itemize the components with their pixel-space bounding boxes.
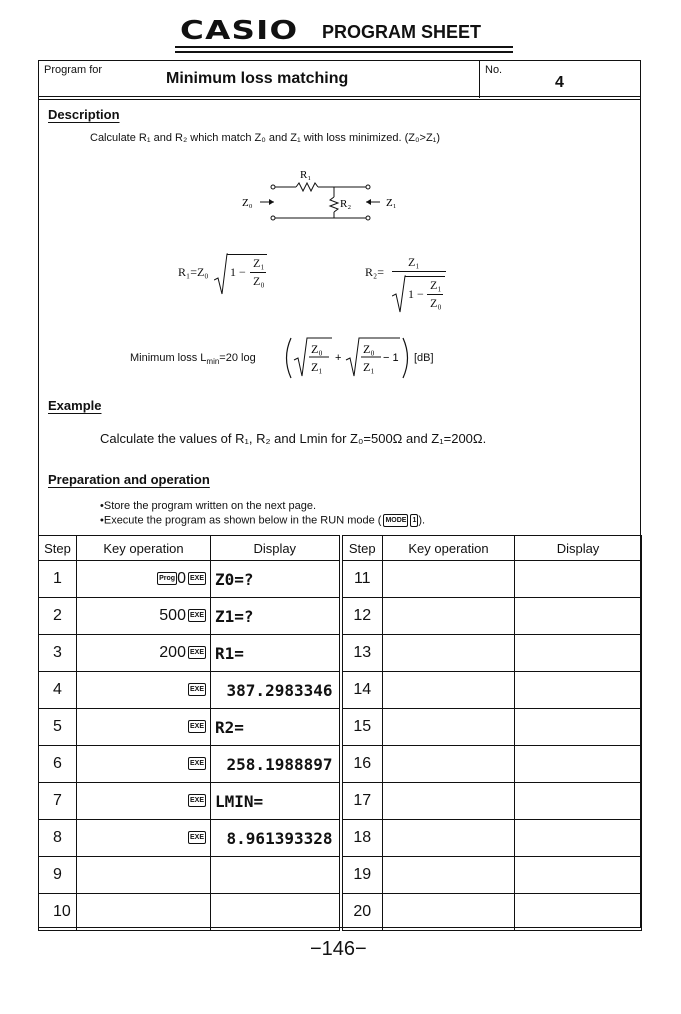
step-cell-2: 17 [341,783,383,820]
frac2-den: Z₁ [363,360,375,374]
formula-r1-radicand: 1 − [230,265,246,279]
step-cell: 2 [39,598,77,635]
display-cell: LMIN= [211,783,341,820]
terminal-bottom-left [271,216,275,220]
preparation-bullet-1: •Store the program written on the next page. [100,500,317,512]
step-cell-2: 16 [341,746,383,783]
example-heading: Example [48,398,102,413]
no-divider [479,60,480,98]
display-cell-2 [515,857,642,894]
minloss-expression [282,334,412,382]
program-name: Minimum loss matching [166,70,349,87]
title-rule-top [175,46,513,48]
key-operation-cell-2 [383,709,515,746]
frac1-num: Z₀ [311,342,323,356]
resistor-r1 [296,183,318,191]
minloss-eq: =20 log [219,352,256,364]
table-row [39,635,642,672]
formula-r2-num: Z₁ [408,255,420,269]
minloss-sub: min [206,357,220,367]
key-operation-cell [77,857,211,894]
terminal-top-left [271,185,275,189]
step-cell-2: 19 [341,857,383,894]
key-operation-cell-2 [383,635,515,672]
step-cell: 9 [39,857,77,894]
table-row [39,894,642,931]
preparation-heading: Preparation and operation [48,472,210,487]
key-operation-cell-2 [383,746,515,783]
display-cell [211,857,341,894]
display-cell-2 [515,746,642,783]
table-row [39,857,642,894]
formula-r1-lhs: R₁=Z₀ [178,265,209,279]
table-row [39,672,642,709]
display-cell-2 [515,598,642,635]
key-operation-cell [77,672,211,709]
no-label: No. [485,64,503,76]
formula-r2-radicand: 1 − [408,287,424,301]
step-cell-2: 13 [341,635,383,672]
key-operation-cell-2 [383,820,515,857]
description-text: Calculate R₁ and R₂ which match Z₀ and Z₁ with loss minimized. (Z₀>Z₁) [90,132,441,144]
key-operation-cell-2 [383,857,515,894]
preparation-bullet-2 [100,514,425,527]
arrow-z1-head [366,199,371,205]
display-cell-2 [515,709,642,746]
steps-table [38,535,642,931]
header-step-2: Step [341,536,383,561]
exe-key-icon: EXE [188,757,206,770]
key-digits: 500 [159,607,186,624]
exe-key-icon: EXE [188,646,206,659]
table-row [39,783,642,820]
sheet-title: PROGRAM SHEET [322,22,482,42]
key-operation-cell [77,820,211,857]
frac-r1-den: Z₀ [253,274,265,288]
step-cell: 3 [39,635,77,672]
minus-one: − 1 [383,352,399,364]
label-z1: Z₁ [386,197,397,209]
label-r2: R₂ [340,198,352,210]
display-cell-2 [515,561,642,598]
display-cell: R2= [211,709,341,746]
minloss-formula [130,352,256,366]
program-number: 4 [555,74,564,91]
key-operation-cell-2 [383,672,515,709]
display-cell-2 [515,894,642,931]
description-heading: Description [48,107,120,122]
program-for-label: Program for [44,64,103,76]
paren-right [403,338,408,378]
label-z0: Z₀ [242,197,253,209]
table-row [39,746,642,783]
frac2-num: Z₀ [363,342,375,356]
minloss-label: Minimum loss L [130,352,207,364]
display-cell-2 [515,672,642,709]
step-cell: 1 [39,561,77,598]
exe-key-icon: EXE [188,720,206,733]
header-divider-2 [38,99,641,100]
header-display: Display [211,536,341,561]
display-cell: 258.1988897 [211,746,341,783]
step-cell-2: 14 [341,672,383,709]
bullet-2-text: •Execute the program as shown below in the RUN mode ( [100,514,382,527]
key-operation-cell [77,561,211,598]
frac-bar [427,294,443,295]
step-cell-2: 20 [341,894,383,931]
key-operation-cell [77,635,211,672]
step-cell-2: 12 [341,598,383,635]
bullet-2-end: ). [418,514,426,527]
step-cell-2: 18 [341,820,383,857]
prog-key-icon: Prog [157,572,177,585]
step-cell: 5 [39,709,77,746]
table-row [39,561,642,598]
sqrt-bar-r1 [227,254,267,255]
step-cell-2: 11 [341,561,383,598]
display-cell-2 [515,783,642,820]
key-digits: 200 [159,644,186,661]
key-operation-cell-2 [383,561,515,598]
frac-r2-inner-num: Z₁ [430,278,442,292]
header-key-operation-2: Key operation [383,536,515,561]
step-cell: 7 [39,783,77,820]
key-operation-cell [77,709,211,746]
display-cell [211,894,341,931]
exe-key-icon: EXE [188,683,206,696]
header-step: Step [39,536,77,561]
table-row [39,598,642,635]
key-operation-cell-2 [383,783,515,820]
frac-r2-inner-den: Z₀ [430,296,442,310]
frac1-den: Z₁ [311,360,323,374]
page-number: −146− [310,938,367,960]
mode-key-icon: MODE [383,514,408,527]
display-cell-2 [515,635,642,672]
key-operation-cell-2 [383,894,515,931]
sqrt-bar-r2 [405,276,445,277]
key-operation-cell [77,783,211,820]
exe-key-icon: EXE [188,794,206,807]
display-cell: Z0=? [211,561,341,598]
minloss-unit: [dB] [414,352,434,364]
sqrt-sign-r2 [392,274,406,314]
casio-logo: CASIO [180,16,299,46]
key-digits: 0 [177,570,186,587]
header-divider [38,96,641,97]
key-operation-cell-2 [383,598,515,635]
key-operation-cell [77,598,211,635]
table-header-row [39,536,642,561]
step-cell: 6 [39,746,77,783]
table-row [39,709,642,746]
exe-key-icon: EXE [188,572,206,585]
arrow-z0-head [269,199,274,205]
frac-bar [250,272,266,273]
label-r1: R₁ [300,169,312,181]
key-operation-cell [77,894,211,931]
step-cell: 4 [39,672,77,709]
display-cell: 8.961393328 [211,820,341,857]
plus: + [335,352,342,364]
header-display-2: Display [515,536,642,561]
display-cell-2 [515,820,642,857]
exe-key-icon: EXE [188,831,206,844]
step-cell-2: 15 [341,709,383,746]
frac-bar [392,271,446,272]
header-key-operation: Key operation [77,536,211,561]
frac-r1-num: Z₁ [253,256,265,270]
terminal-top-right [366,185,370,189]
step-cell: 10 [39,894,77,931]
table-row [39,820,642,857]
circuit-diagram [240,165,440,225]
resistor-r2 [330,197,338,212]
step-cell: 8 [39,820,77,857]
key-operation-cell [77,746,211,783]
terminal-bottom-right [366,216,370,220]
sqrt-sign-r1 [214,252,228,296]
paren-left [287,338,292,378]
title-rule-bottom [175,51,513,53]
formula-r2-lhs: R₂= [365,265,384,279]
example-text: Calculate the values of R₁, R₂ and Lmin for Z₀=500Ω and Z₁=200Ω. [100,431,487,446]
one-key-icon: 1 [410,514,418,527]
display-cell: 387.2983346 [211,672,341,709]
display-cell: R1= [211,635,341,672]
display-cell: Z1=? [211,598,341,635]
exe-key-icon: EXE [188,609,206,622]
